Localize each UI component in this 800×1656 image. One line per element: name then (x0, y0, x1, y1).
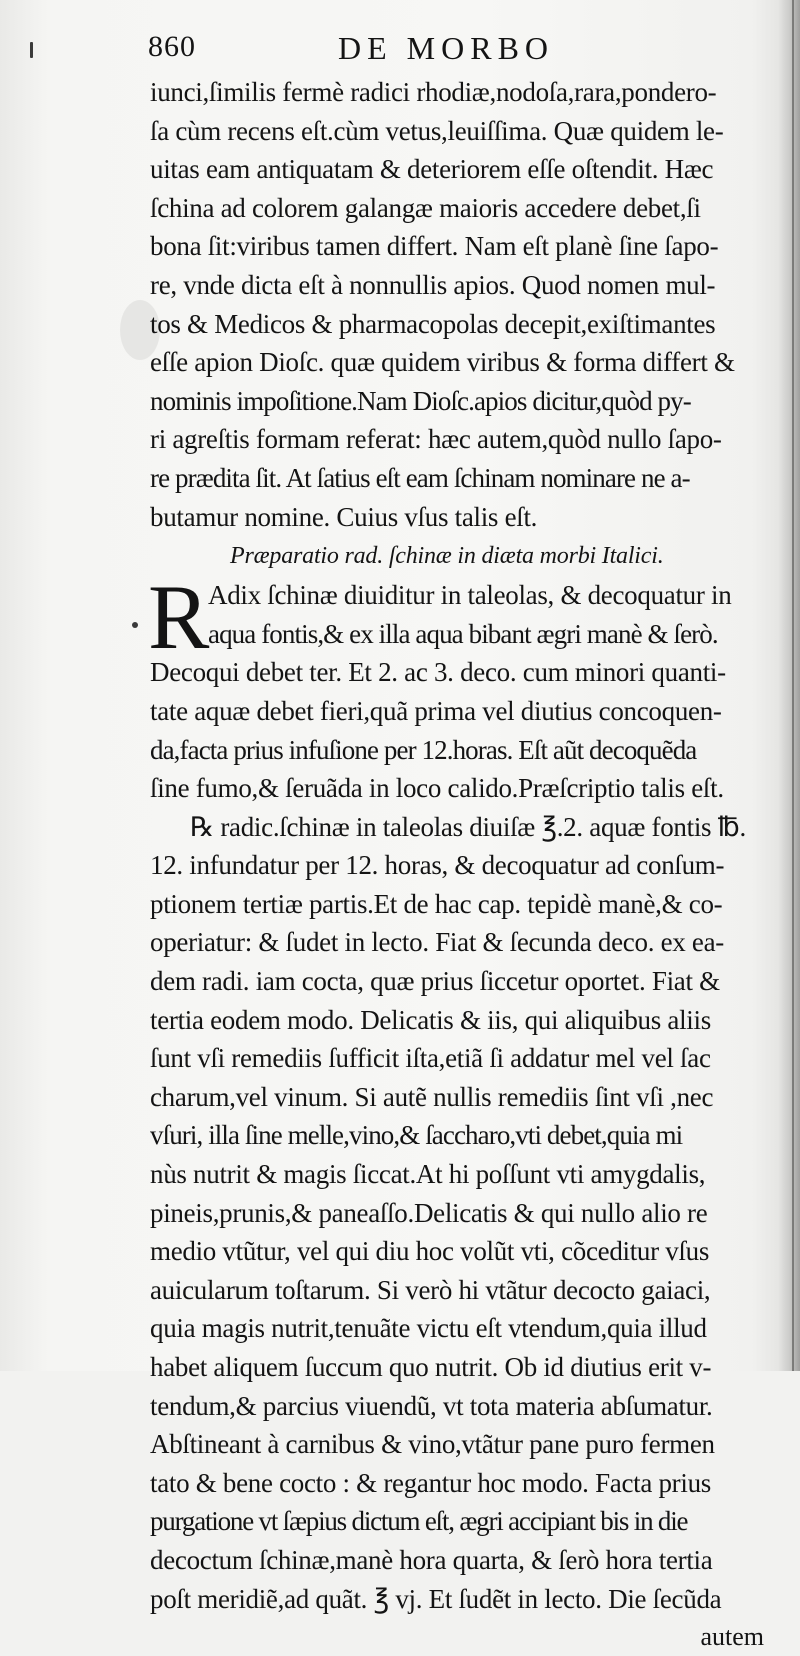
section-heading: Præparatio rad. ſchinæ in diæta morbi Italici. (230, 543, 664, 570)
text-line: tendum,& parcius viuendũ, vt tota materia abſumatur. (150, 1390, 713, 1421)
section-paragraph (148, 566, 770, 669)
text-line: auicularum toſtarum. Si verò hi vtãtur decocto gaiaci, (150, 1274, 711, 1305)
text-line: operiatur: & ſudet in lecto. Fiat & ſecunda deco. ex ea- (150, 927, 724, 958)
text-line: quia magis nutrit,tenuãte victu eſt vtendum,quia illud (150, 1313, 707, 1344)
text-line: tate aquæ debet fieri,quã prima vel diutius concoquen- (150, 695, 722, 726)
text-line: Abſtineant à carnibus & vino,vtãtur pane puro fermen (150, 1429, 715, 1460)
page-number: 860 (148, 30, 196, 63)
text-line: vſuri, illa ſine melle,vino,& ſaccharo,vti debet,quia mi (150, 1120, 683, 1151)
paragraph-before-heading (150, 73, 770, 536)
text-line: eſſe apion Dioſc. quæ quidem viribus & forma differt & (150, 347, 735, 378)
paragraph-after-heading (150, 653, 770, 1618)
text-line: tertia eodem modo. Delicatis & iis, qui aliquibus aliis (150, 1004, 711, 1035)
text-line: tato & bene cocto : & regantur hoc modo. Facta prius (150, 1467, 711, 1498)
text-line: da,facta prius infuſione per 12.horas. Eſt aũt decoquẽda (150, 734, 697, 765)
text-line: medio vtũtur, vel qui diu hoc volũt vti, cõceditur vſus (150, 1236, 710, 1267)
prescription-line: ℞ radic.ſchinæ in taleolas diuiſæ ℥.2. aquæ fontis ℔. (190, 811, 746, 842)
margin-speck (132, 622, 138, 628)
text-line: re, vnde dicta eſt à nonnullis apios. Quod nomen mul- (150, 269, 716, 300)
text-line: 12. infundatur per 12. horas, & decoquatur ad conſum- (150, 850, 725, 881)
running-title: DE MORBO (338, 30, 555, 66)
text-line: dem radi. iam cocta, quæ prius ſiccetur oportet. Fiat & (150, 966, 720, 997)
text-line: ſchina ad colorem galangæ maioris accedere debet,ſi (150, 192, 701, 223)
text-line: purgatione vt ſæpius dictum eſt, ægri accipiant bis in die (150, 1506, 688, 1537)
text-line: Adix ſchinæ diuiditur in taleolas, & decoquatur in (208, 580, 732, 611)
text-line: re prædita ſit. At ſatius eſt eam ſchinam nominare ne a- (150, 462, 690, 493)
main-text (150, 73, 770, 1656)
drop-cap-initial: R (148, 566, 210, 669)
text-line: nominis impoſitione.Nam Dioſc.apios dicitur,quòd py- (150, 385, 691, 416)
catchword: autem (700, 1622, 764, 1652)
spine-shadow (778, 0, 800, 1371)
text-line: butamur nomine. Cuius vſus talis eſt. (150, 501, 538, 532)
text-line: aqua fontis,& ex illa aqua bibant ægri manè & ſerò. (208, 618, 718, 649)
page-edge (792, 0, 794, 1371)
text-line: poſt meridiẽ,ad quãt. ℥ vj. Et ſudẽt in lecto. Die ſecũda (150, 1583, 722, 1614)
text-line: bona ſit:viribus tamen differt. Nam eſt planè ſine ſapo- (150, 231, 719, 262)
text-line: decoctum ſchinæ,manè hora quarta, & ſerò hora tertia (150, 1544, 713, 1575)
page-header (148, 30, 748, 70)
text-line: ptionem tertiæ partis.Et de hac cap. tepidè manè,& co- (150, 888, 723, 919)
text-line: pineis,prunis,& paneaſſo.Delicatis & qui nullo alio re (150, 1197, 708, 1228)
text-line: ſunt vſi remediis ſufficit iſta,etiã ſi addatur mel vel ſac (150, 1043, 711, 1074)
text-line: nùs nutrit & magis ſiccat.At hi poſſunt vti amygdalis, (150, 1159, 706, 1190)
text-line: ſine fumo,& ſeruãda in loco calido.Præſcriptio talis eſt. (150, 773, 724, 804)
text-line: Decoqui debet ter. Et 2. ac 3. deco. cum minori quanti- (150, 657, 726, 688)
text-line: uitas eam antiquatam & deteriorem eſſe oſtendit. Hæc (150, 154, 714, 185)
text-line: charum,vel vinum. Si autẽ nullis remediis ſint vſi ,nec (150, 1081, 714, 1112)
text-line: tos & Medicos & pharmacopolas decepit,exiſtimantes (150, 308, 716, 339)
text-line: ri agreſtis formam referat: hæc autem,quòd nullo ſapo- (150, 424, 722, 455)
margin-speck (30, 42, 33, 58)
text-line: iunci,ſimilis fermè radici rhodiæ,nodoſa,rara,pondero- (150, 77, 717, 107)
text-line: habet aliquem ſuccum quo nutrit. Ob id diutius erit v- (150, 1352, 712, 1382)
text-line: ſa cùm recens eſt.cùm vetus,leuiſſima. Quæ quidem le- (150, 115, 724, 146)
